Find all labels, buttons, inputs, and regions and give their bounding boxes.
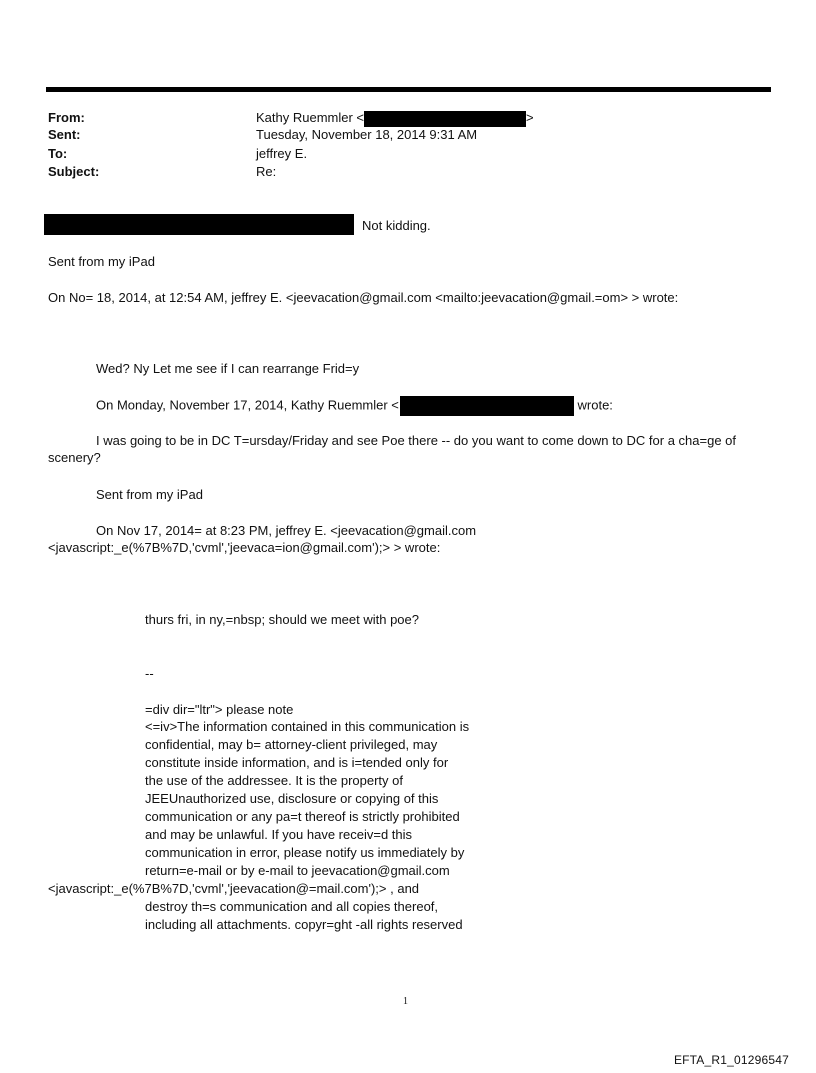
sent-label: Sent: bbox=[48, 127, 81, 142]
disclaimer-line: constitute inside information, and is i=tended only for bbox=[145, 755, 449, 770]
disclaimer-line: and may be unlawful. If you have receiv=d this bbox=[145, 827, 413, 842]
quote-header-line: On No= 18, 2014, at 12:54 AM, jeffrey E. <jeevacation@gmail.com <mailto:jeevacation@gmail.=om> > wrote: bbox=[48, 290, 679, 305]
thurs-line: thurs fri, in ny,=nbsp; should we meet with poe? bbox=[145, 612, 419, 627]
subject-value: Re: bbox=[256, 164, 277, 179]
disclaimer-line: destroy th=s communication and all copies thereof, bbox=[145, 899, 439, 914]
page-number: 1 bbox=[403, 996, 408, 1007]
from-close: > bbox=[526, 110, 534, 125]
disclaimer-line: =div dir="ltr"> please note bbox=[145, 702, 294, 717]
redaction-block bbox=[44, 214, 354, 235]
reply-text: Not kidding. bbox=[362, 218, 431, 233]
disclaimer-line: confidential, may b= attorney-client privileged, may bbox=[145, 737, 438, 752]
wed-line: Wed? Ny Let me see if I can rearrange Frid=y bbox=[96, 361, 360, 376]
monday-quote-prefix: On Monday, November 17, 2014, Kathy Ruemmler < bbox=[96, 397, 399, 413]
redaction-email bbox=[364, 111, 526, 127]
monday-quote-line bbox=[96, 396, 613, 416]
nov17-quote-line-wrap: <javascript:_e(%7B%7D,'cvml','jeevaca=ion@gmail.com');> > wrote: bbox=[48, 540, 441, 555]
from-value bbox=[256, 109, 534, 127]
disclaimer-line: including all attachments. copyr=ght -all rights reserved bbox=[145, 917, 463, 932]
to-label: To: bbox=[48, 146, 68, 161]
disclaimer-line: <javascript:_e(%7B%7D,'cvml','jeevacation@=mail.com');> , and bbox=[48, 881, 420, 896]
to-value: jeffrey E. bbox=[256, 146, 308, 161]
sent-value: Tuesday, November 18, 2014 9:31 AM bbox=[256, 127, 478, 142]
document-id: EFTA_R1_01296547 bbox=[673, 1053, 789, 1067]
sent-from-line: Sent from my iPad bbox=[96, 487, 203, 502]
disclaimer-line: communication or any pa=t thereof is strictly prohibited bbox=[145, 809, 460, 824]
sent-from-line: Sent from my iPad bbox=[48, 254, 155, 269]
from-label: From: bbox=[48, 110, 85, 125]
disclaimer-line: the use of the addressee. It is the property of bbox=[145, 773, 403, 788]
nov17-quote-line: On Nov 17, 2014= at 8:23 PM, jeffrey E. <jeevacation@gmail.com bbox=[96, 523, 477, 538]
signature-dashes: -- bbox=[145, 666, 154, 681]
dc-line: I was going to be in DC T=ursday/Friday and see Poe there -- do you want to come down to DC for a cha=ge of bbox=[96, 433, 736, 448]
redaction-email bbox=[400, 396, 574, 416]
header-rule bbox=[46, 87, 771, 92]
disclaimer-line: communication in error, please notify us immediately by bbox=[145, 845, 465, 860]
dc-line-wrap: scenery? bbox=[48, 450, 101, 465]
from-name: Kathy Ruemmler < bbox=[256, 110, 365, 125]
subject-label: Subject: bbox=[48, 164, 100, 179]
disclaimer-line: JEEUnauthorized use, disclosure or copying of this bbox=[145, 791, 439, 806]
disclaimer-line: <=iv>The information contained in this communication is bbox=[145, 719, 470, 734]
disclaimer-line: return=e-mail or by e-mail to jeevacation@gmail.com bbox=[145, 863, 450, 878]
monday-quote-suffix: wrote: bbox=[577, 397, 613, 413]
